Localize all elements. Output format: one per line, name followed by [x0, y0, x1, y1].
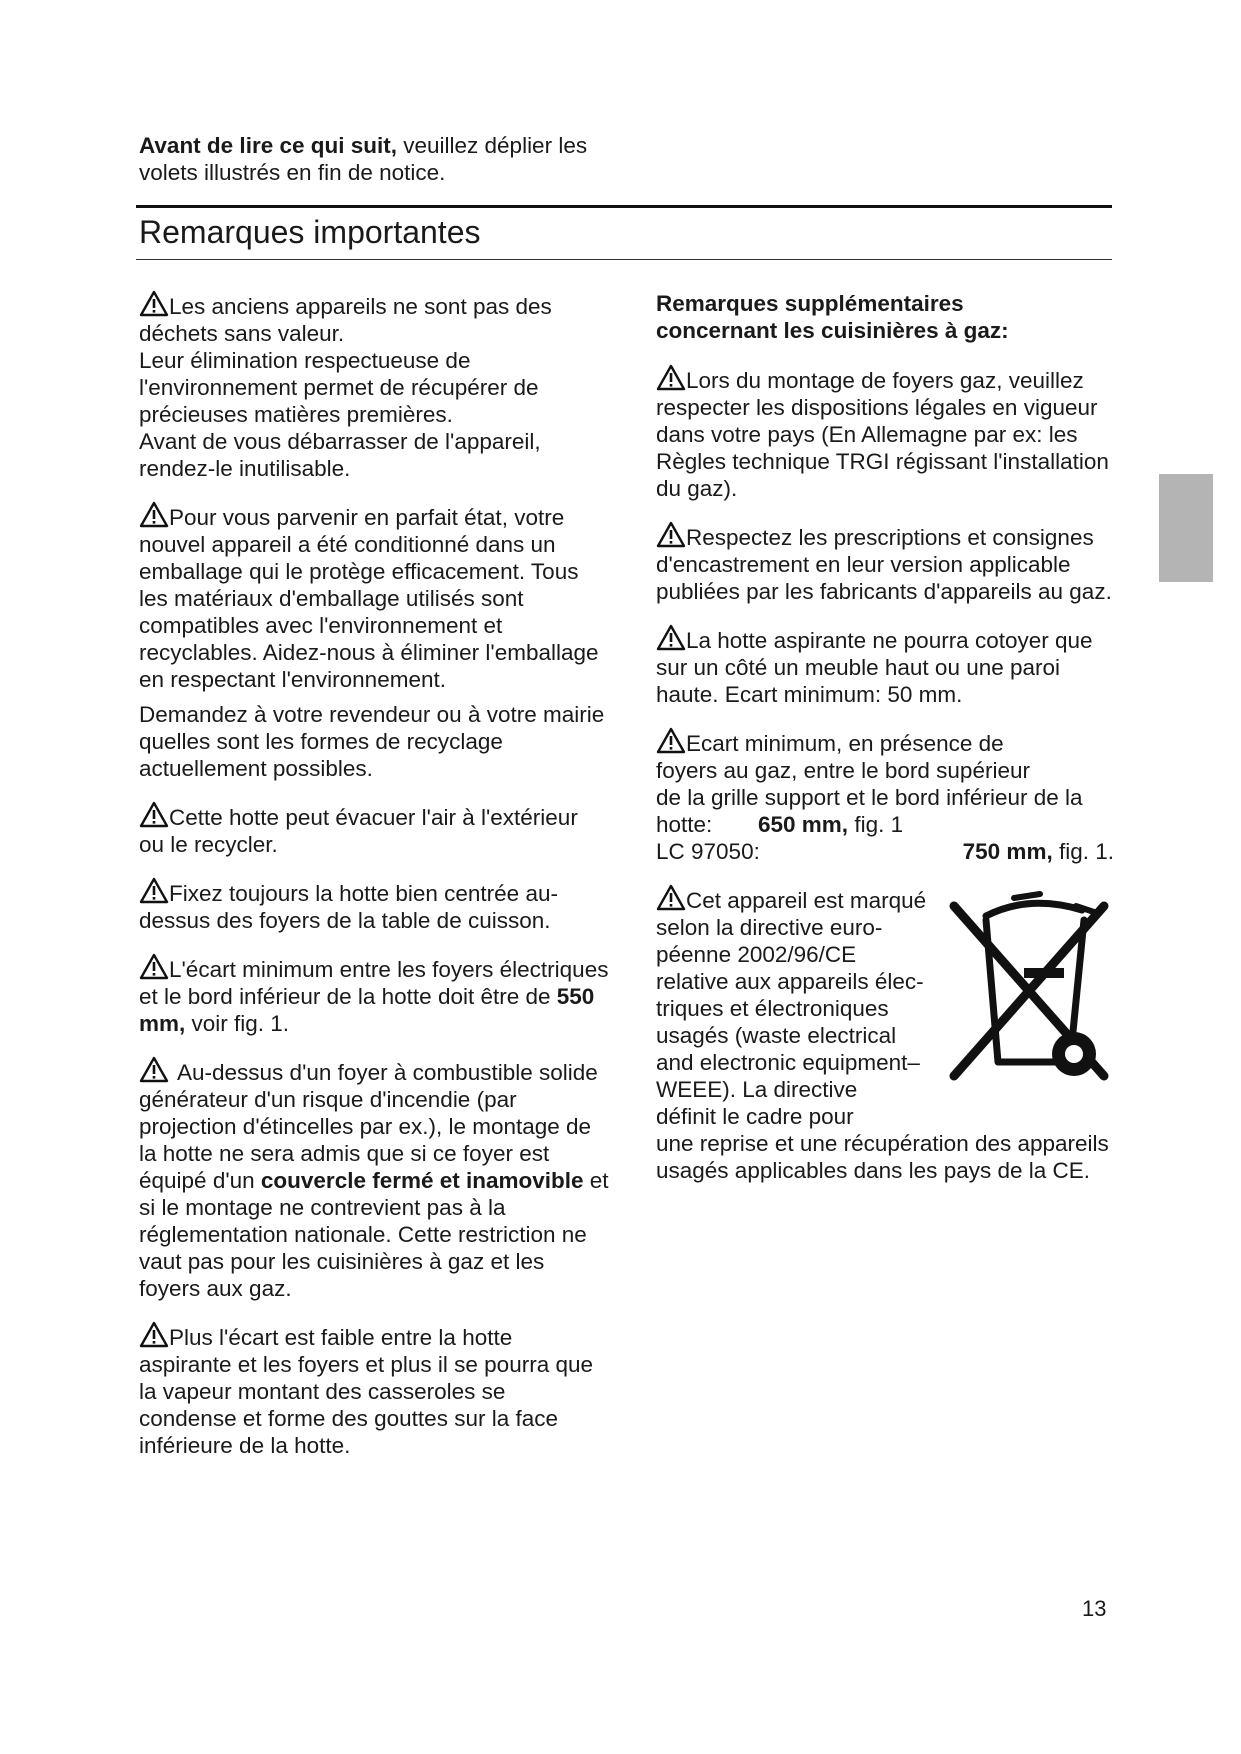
condensation-text: Plus l'écart est faible entre la hotte aspirante et les foyers et plus il se pourra que la vapeur montant des casseroles se condense et forme des gouttes sur la face inférieure de la hotte. [139, 1325, 593, 1458]
solid-fuel-text: Au-dessus d'un foyer à combustible solide générateur d'un risque d'incendie (par projection d'étincelles par ex.), le montage de la hotte ne sera admis que si ce foyer est équipé d'un [139, 1060, 598, 1193]
weee-line-2: selon la directive euro- [656, 915, 883, 940]
paragraph-manufacturer-prescriptions [656, 521, 1114, 605]
centering-text: Fixez toujours la hotte bien centrée au-dessus des foyers de la table de cuisson. [139, 881, 558, 933]
paragraph-side-clearance [656, 624, 1114, 708]
top-rule [136, 205, 1112, 208]
old-appliances-line-1: Les anciens appareils ne sont pas des déchets sans valeur. [139, 294, 552, 346]
warning-icon [139, 877, 169, 904]
warning-icon [656, 364, 686, 391]
row-ref-lc97050: fig. 1. [1052, 839, 1114, 864]
crossed-out-wheelie-bin-icon [944, 876, 1114, 1090]
paragraph-recycling [139, 701, 609, 782]
paragraph-old-appliances [139, 290, 609, 482]
weee-line-5: triques et électroniques [656, 996, 889, 1021]
warning-icon [139, 501, 169, 528]
gas-distance-line-1: Ecart minimum, en présence de [686, 731, 1004, 756]
electric-distance-after: voir fig. 1. [185, 1011, 290, 1036]
paragraph-gas-distance [656, 727, 1114, 865]
intro-text [139, 132, 609, 186]
warning-icon [139, 801, 169, 828]
recycling-text: Demandez à votre revendeur ou à votre mairie quelles sont les formes de recyclage actuellement possibles. [139, 702, 605, 781]
paragraph-packaging [139, 501, 609, 693]
gas-distance-row-hood [656, 811, 1114, 838]
left-column [139, 290, 609, 1478]
electric-distance-text: L'écart minimum entre les foyers électriques et le bord inférieur de la hotte doit être de [139, 957, 609, 1009]
gas-regulations-text: Lors du montage de foyers gaz, veuillez respecter les dispositions légales en vigueur dans votre pays (En Allemagne par ex: les Règles technique TRGI régissant l'installation du gaz). [656, 368, 1109, 501]
old-appliances-line-3: Avant de vous débarrasser de l'appareil, rendez-le inutilisable. [139, 429, 541, 481]
row-label-lc97050: LC 97050: [656, 839, 760, 864]
solid-fuel-after: et si le montage ne contrevient pas à la réglementation nationale. Cette restriction ne vaut pas pour les cuisinières à gaz et les foyers aux gaz. [139, 1168, 609, 1301]
gas-distance-line-2: foyers au gaz, entre le bord supérieur [656, 758, 1030, 783]
intro-bold: Avant de lire ce qui suit, [139, 133, 397, 158]
paragraph-air-evacuation [139, 801, 609, 858]
old-appliances-line-2: Leur élimination respectueuse de l'environnement permet de récupérer de précieuses matières premières. [139, 348, 539, 427]
paragraph-electric-distance [139, 953, 609, 1037]
weee-line-4: relative aux appareils élec- [656, 969, 924, 994]
title-underline [136, 259, 1112, 260]
row-value-lc97050: 750 mm, [962, 839, 1053, 864]
weee-line-7: and electronic equipment– [656, 1050, 920, 1075]
weee-rest: une reprise et une récupération des appareils usagés applicables dans les pays de la CE. [656, 1131, 1109, 1183]
warning-icon [656, 521, 686, 548]
right-column [656, 290, 1114, 1203]
solid-fuel-bold: couvercle fermé et inamovible [260, 1168, 584, 1193]
electric-distance-value: 550 mm, [139, 984, 595, 1036]
row-ref-hood: fig. 1 [848, 812, 904, 837]
paragraph-centering [139, 877, 609, 934]
warning-icon [139, 1056, 169, 1083]
paragraph-solid-fuel [139, 1056, 609, 1302]
packaging-text: Pour vous parvenir en parfait état, votre nouvel appareil a été conditionné dans un emballage qui le protège efficacement. Tous les matériaux d'emballage utilisés sont compatibles avec l'environnement et recyclables. Aidez-nous à éliminer l'emballage en respectant l'environnement. [139, 505, 599, 692]
page-number: 13 [1082, 1596, 1107, 1621]
warning-icon [656, 884, 686, 911]
weee-line-1: Cet appareil est marqué [686, 888, 927, 913]
weee-line-6: usagés (waste electrical [656, 1023, 897, 1048]
warning-icon [139, 1321, 169, 1348]
warning-icon [656, 624, 686, 651]
gas-subheading [656, 290, 1114, 344]
intro-rest: veuillez déplier les volets illustrés en fin de notice. [139, 133, 588, 185]
gas-subheading-line-1: Remarques supplémentaires [656, 291, 964, 316]
side-clearance-text: La hotte aspirante ne pourra cotoyer que sur un côté un meuble haut ou une paroi haute. Ecart minimum: 50 mm. [656, 628, 1093, 707]
weee-line-9: définit le cadre pour [656, 1104, 854, 1129]
warning-icon [656, 727, 686, 754]
gas-distance-line-3: de la grille support et le bord inférieur de la [656, 785, 1083, 810]
row-value-hood: 650 mm, [758, 812, 849, 837]
weee-line-8: WEEE). La directive [656, 1077, 858, 1102]
paragraph-weee [656, 884, 1114, 1184]
section-title: Remarques importantes [139, 214, 481, 250]
row-label-hood: hotte: [656, 812, 713, 837]
manufacturer-prescriptions-text: Respectez les prescriptions et consignes d'encastrement en leur version applicable publiées par les fabricants d'appareils au gaz. [656, 525, 1112, 604]
warning-icon [139, 953, 169, 980]
side-thumb-tab [1159, 474, 1213, 582]
paragraph-condensation [139, 1321, 609, 1459]
gas-distance-row-lc97050 [656, 838, 1114, 865]
weee-line-3: péenne 2002/96/CE [656, 942, 857, 967]
air-evacuation-text: Cette hotte peut évacuer l'air à l'extérieur ou le recycler. [139, 805, 578, 857]
paragraph-gas-regulations [656, 364, 1114, 502]
gas-subheading-line-2: concernant les cuisinières à gaz: [656, 318, 1009, 343]
warning-icon [139, 290, 169, 317]
